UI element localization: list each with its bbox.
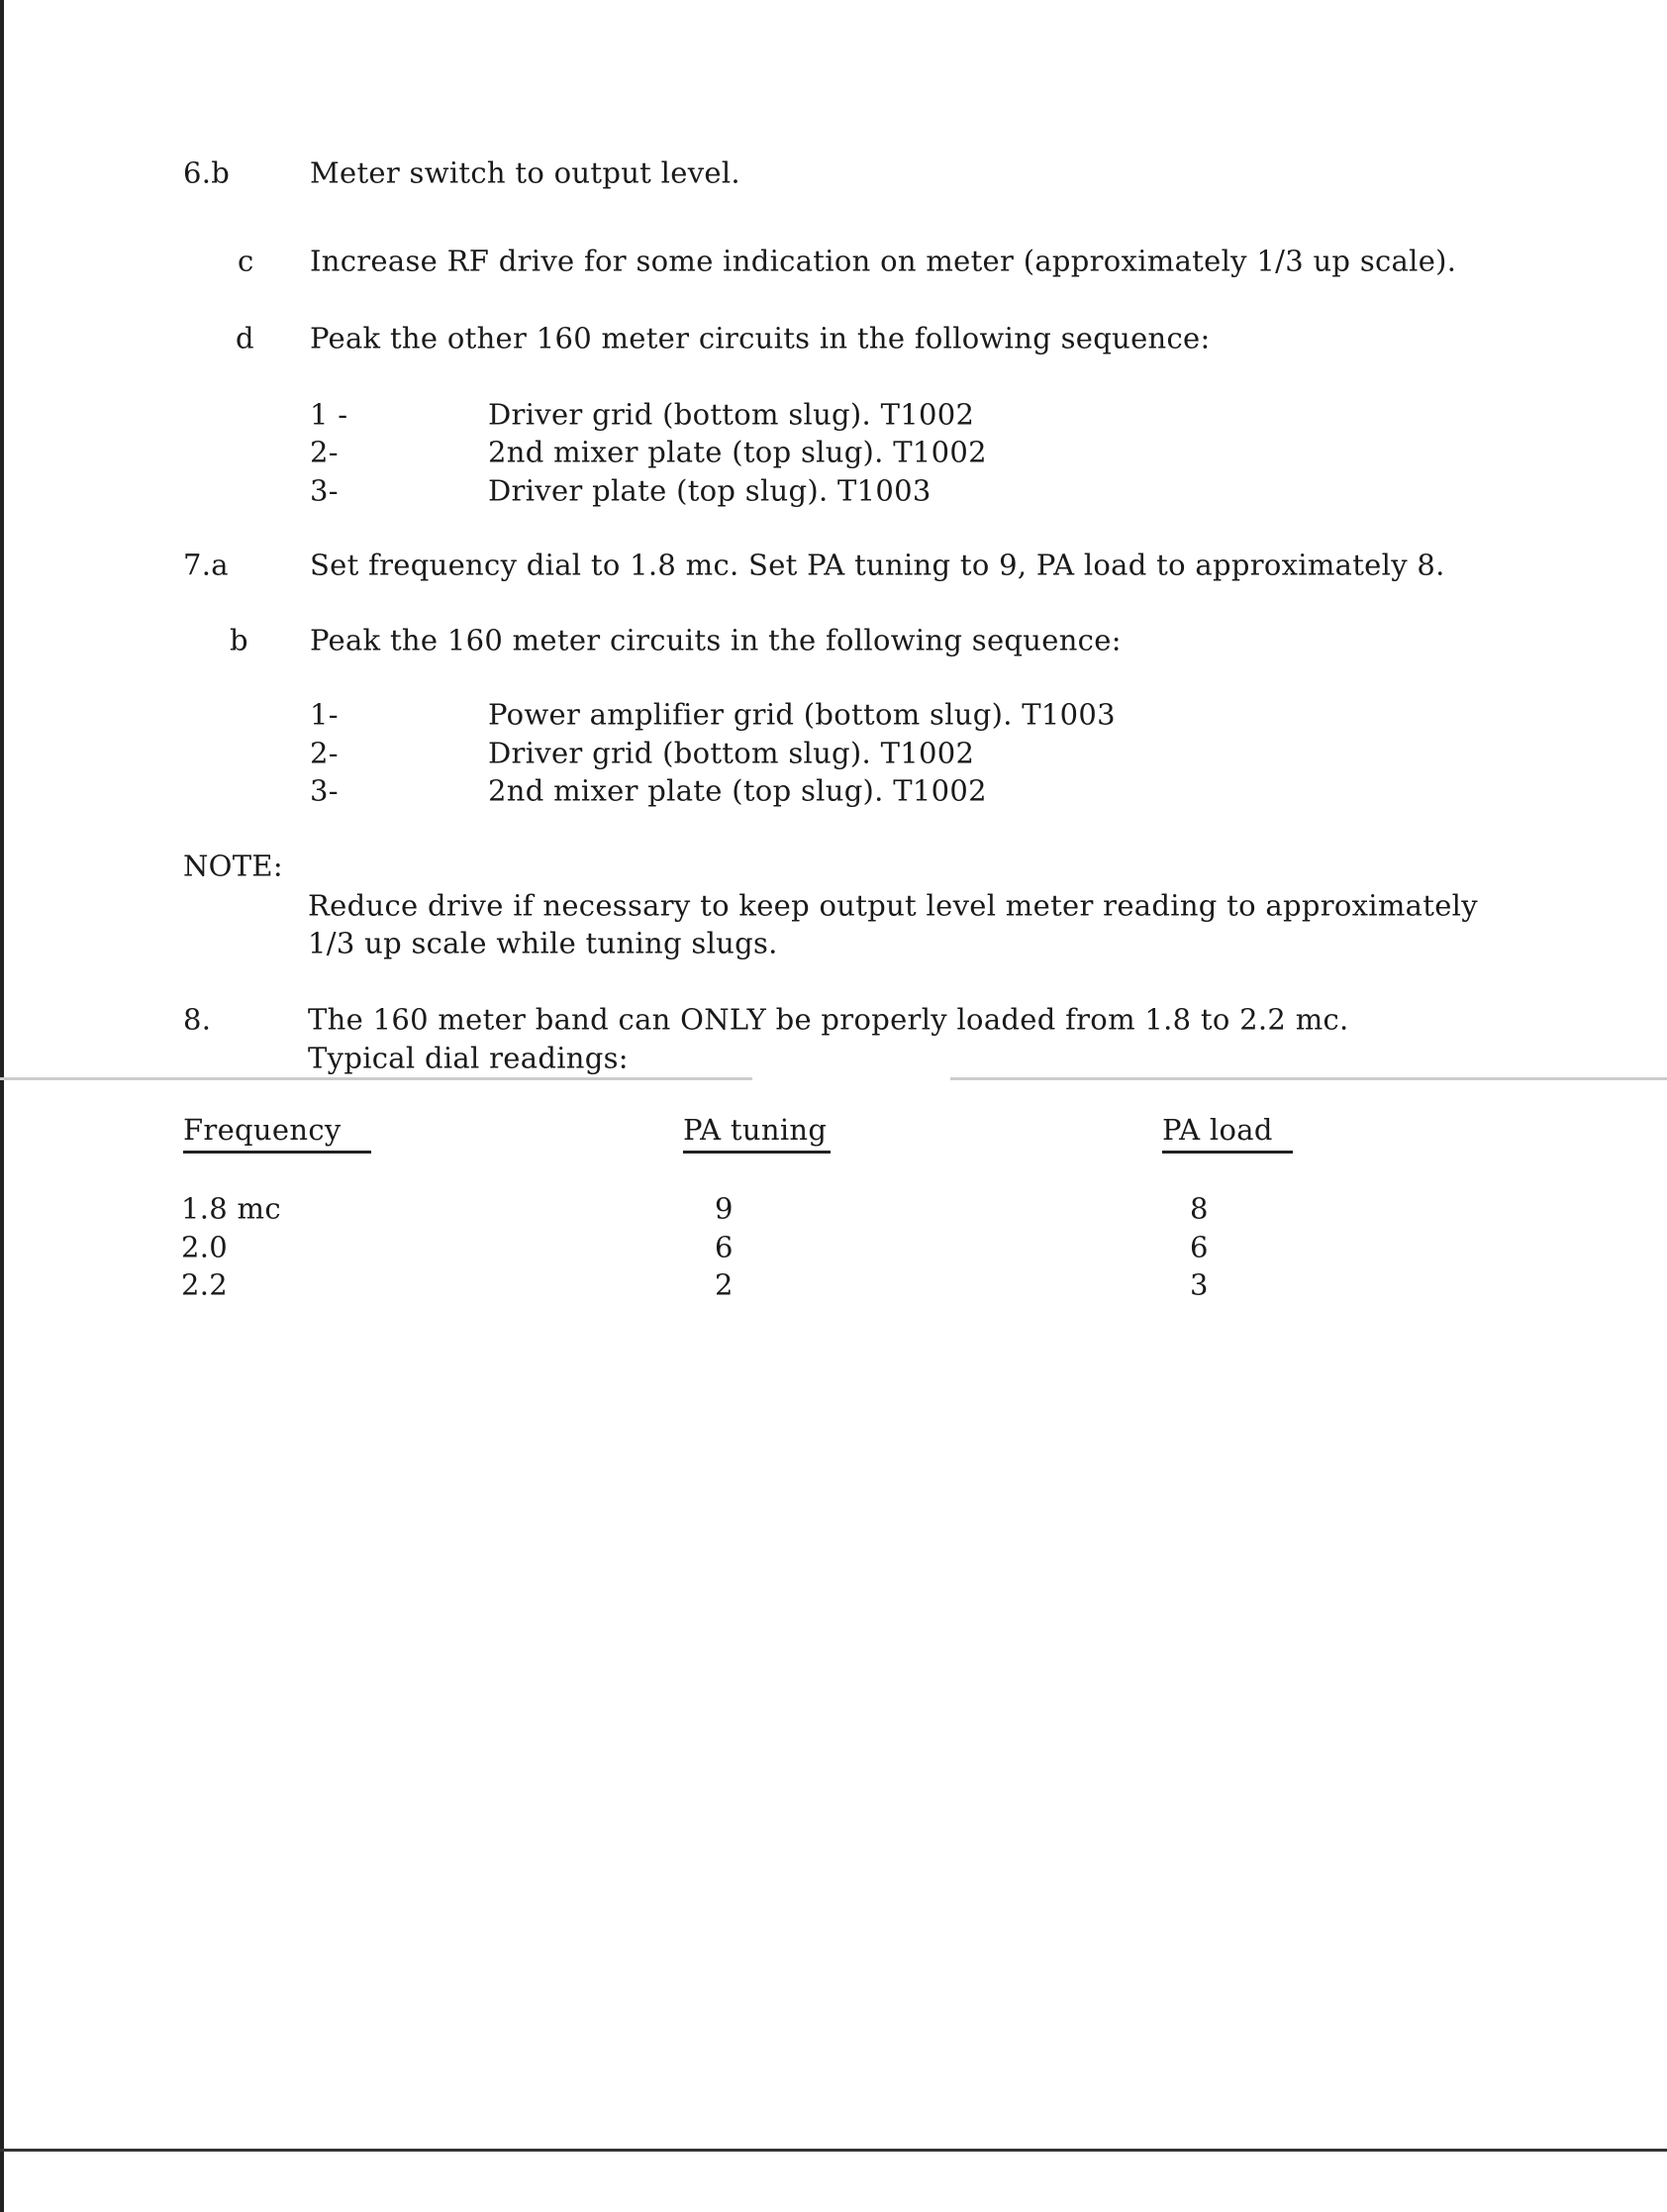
step-8-line-2: Typical dial readings: — [308, 1041, 629, 1075]
table-cell-pa-tuning: 2 — [715, 1267, 734, 1302]
table-header-pa-load: PA load — [1162, 1116, 1293, 1154]
seq7-num: 1- — [310, 697, 339, 732]
page-bottom-rule — [0, 2149, 1667, 2152]
table-cell-pa-load: 3 — [1190, 1267, 1209, 1302]
seq6-num: 3- — [310, 473, 339, 508]
seq7-num: 3- — [310, 773, 339, 808]
seq6-item: Driver plate (top slug). T1003 — [488, 473, 932, 508]
step-6d-text: Peak the other 160 meter circuits in the following sequence: — [310, 321, 1211, 355]
table-cell-pa-load: 8 — [1190, 1191, 1209, 1226]
page-edge — [0, 0, 4, 2212]
step-7a-text: Set frequency dial to 1.8 mc. Set PA tuning to 9, PA load to approximately 8. — [310, 548, 1445, 582]
seq7-item: Power amplifier grid (bottom slug). T1003 — [488, 697, 1116, 732]
table-cell-pa-tuning: 9 — [715, 1191, 734, 1226]
table-cell-pa-tuning: 6 — [715, 1230, 734, 1264]
table-cell-frequency: 2.0 — [181, 1230, 229, 1264]
step-8-label: 8. — [183, 1002, 212, 1037]
step-7a-label: 7.a — [183, 548, 229, 582]
seq6-item: 2nd mixer plate (top slug). T1002 — [488, 435, 987, 469]
step-6c-label: c — [238, 244, 254, 278]
table-header-frequency: Frequency — [183, 1116, 371, 1154]
scan-smudge — [0, 1077, 752, 1080]
step-6b-label: 6.b — [183, 155, 231, 190]
note-line-1: Reduce drive if necessary to keep output level meter reading to approximately — [308, 888, 1478, 923]
table-cell-pa-load: 6 — [1190, 1230, 1209, 1264]
table-cell-frequency: 2.2 — [181, 1267, 229, 1302]
table-cell-frequency: 1.8 mc — [181, 1191, 281, 1226]
step-6c-text: Increase RF drive for some indication on meter (approximately 1/3 up scale). — [310, 244, 1457, 278]
table-header-pa-tuning: PA tuning — [683, 1116, 831, 1154]
step-7b-text: Peak the 160 meter circuits in the following sequence: — [310, 623, 1122, 657]
step-8-line-1: The 160 meter band can ONLY be properly loaded from 1.8 to 2.2 mc. — [308, 1002, 1349, 1037]
seq6-num: 2- — [310, 435, 339, 469]
seq7-item: Driver grid (bottom slug). T1002 — [488, 736, 975, 770]
seq6-num: 1 - — [310, 397, 348, 432]
seq7-item: 2nd mixer plate (top slug). T1002 — [488, 773, 987, 808]
scan-smudge — [950, 1077, 1667, 1080]
seq7-num: 2- — [310, 736, 339, 770]
step-6b-text: Meter switch to output level. — [310, 155, 740, 190]
note-line-2: 1/3 up scale while tuning slugs. — [308, 926, 778, 960]
seq6-item: Driver grid (bottom slug). T1002 — [488, 397, 975, 432]
note-label: NOTE: — [183, 849, 283, 883]
step-6d-label: d — [236, 321, 254, 355]
step-7b-label: b — [230, 623, 248, 657]
